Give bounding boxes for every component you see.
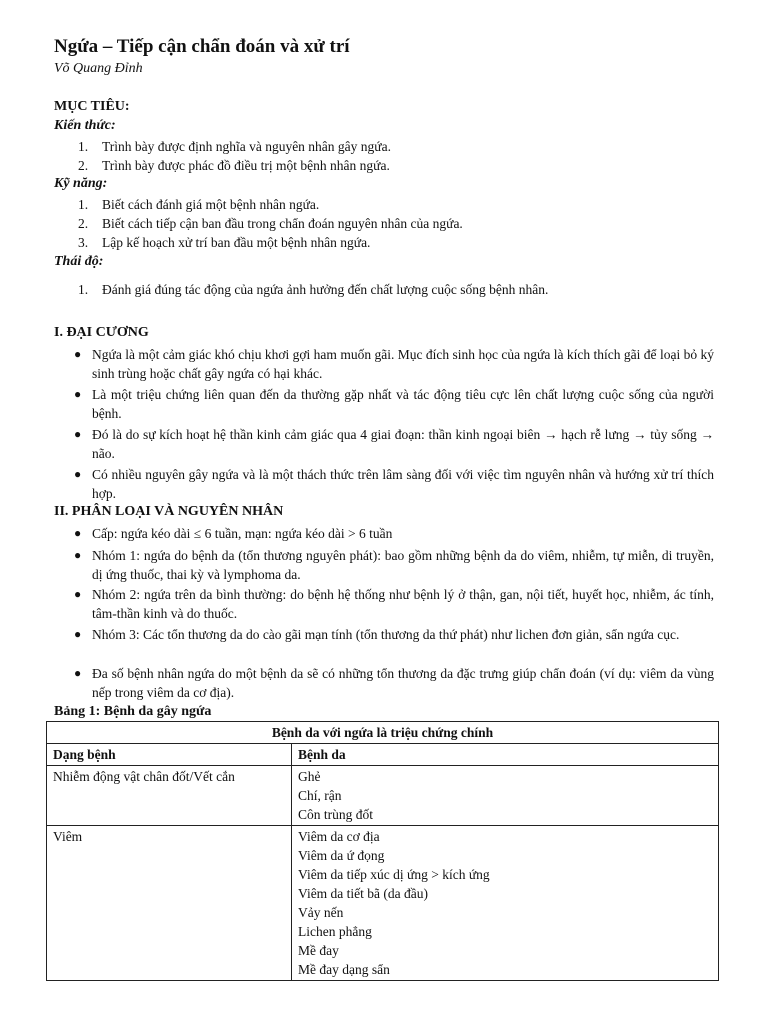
table-header-row xyxy=(47,744,719,766)
bullet-item: ● Cấp: ngứa kéo dài ≤ 6 tuần, mạn: ngứa kéo dài > 6 tuần xyxy=(74,526,393,541)
bullet-item: ● Đa số bệnh nhân ngứa do một bệnh da sẽ có những tổn thương da đặc trưng giúp chẩn đoán (ví dụ: viêm da vùng nếp trong viêm da cơ địa). xyxy=(74,666,714,700)
bullet-item: ● Có nhiều nguyên gây ngứa và là một thách thức trên lâm sàng đối với việc tìm nguyên nhân và hướng xử trí thích hợp. xyxy=(74,467,714,501)
column-header-disease: Bệnh da xyxy=(292,744,719,766)
list-item: 2. Biết cách tiếp cận ban đầu trong chẩn đoán nguyên nhân của ngứa. xyxy=(78,216,463,231)
bullet-item: ● Đó là do sự kích hoạt hệ thần kinh cảm giác qua 4 giai đoạn: thần kinh ngoại biên → hạch rễ lưng → tủy sống → não. xyxy=(74,427,714,461)
bullet-item: ● Ngứa là một cảm giác khó chịu khơi gợi ham muốn gãi. Mục đích sinh học của ngứa là kích thích gãi để loại bỏ ký sinh trùng hoặc chất gây ngứa có hại khác. xyxy=(74,347,714,381)
skin-disease-table xyxy=(46,721,719,981)
section1-heading: I. ĐẠI CƯƠNG xyxy=(54,325,149,340)
list-item: 1. Đánh giá đúng tác động của ngứa ảnh hưởng đến chất lượng cuộc sống bệnh nhân. xyxy=(78,282,549,297)
skills-label: Kỹ năng: xyxy=(54,176,108,191)
knowledge-label: Kiến thức: xyxy=(54,118,116,133)
table-title-row xyxy=(47,722,719,744)
table-cell-type: Nhiễm động vật chân đốt/Vết cắn xyxy=(47,766,292,826)
list-item: 1. Biết cách đánh giá một bệnh nhân ngứa. xyxy=(78,197,320,212)
table-row xyxy=(47,826,719,981)
objectives-heading: MỤC TIÊU: xyxy=(54,99,130,114)
bullet-item: ● Nhóm 2: ngứa trên da bình thường: do bệnh hệ thống như bệnh lý ở thận, gan, nội tiết, huyết học, nhiễm, ác tính, tâm-thần kinh và do thuốc. xyxy=(74,587,714,621)
author-name: Võ Quang Đỉnh xyxy=(54,61,143,76)
table-cell-diseases: Viêm da cơ địa Viêm da ứ đọng Viêm da tiếp xúc dị ứng > kích ứng Viêm da tiết bã (da đầu) Vảy nến Lichen phẳng Mề đay Mề đay dạng sẩn xyxy=(292,826,719,981)
skills-list xyxy=(78,195,463,252)
table-cell-diseases: Ghẻ Chí, rận Côn trùng đốt xyxy=(292,766,719,826)
knowledge-list xyxy=(78,137,391,175)
column-header-type: Dạng bệnh xyxy=(47,744,292,766)
section2-heading: II. PHÂN LOẠI VÀ NGUYÊN NHÂN xyxy=(54,504,284,519)
bullet-item: ● Là một triệu chứng liên quan đến da thường gặp nhất và tác động tiêu cực lên chất lượng cuộc sống của người bệnh. xyxy=(74,387,714,421)
table-cell-type: Viêm xyxy=(47,826,292,981)
list-item: 2. Trình bày được phác đồ điều trị một bệnh nhân ngứa. xyxy=(78,158,390,173)
list-item: 3. Lập kế hoạch xử trí ban đầu một bệnh nhân ngứa. xyxy=(78,235,371,250)
table-title: Bệnh da với ngứa là triệu chứng chính xyxy=(47,722,719,744)
bullet-item: ● Nhóm 1: ngứa do bệnh da (tổn thương nguyên phát): bao gồm những bệnh da do viêm, nhiễm, tự miễn, di truyền, dị ứng thuốc, thai kỳ và lymphoma da. xyxy=(74,548,714,582)
table-row xyxy=(47,766,719,826)
document-title: Ngứa – Tiếp cận chẩn đoán và xử trí xyxy=(54,36,350,57)
table-caption: Bảng 1: Bệnh da gây ngứa xyxy=(54,704,212,719)
attitude-list xyxy=(78,280,548,299)
list-item: 1. Trình bày được định nghĩa và nguyên nhân gây ngứa. xyxy=(78,139,391,154)
attitude-label: Thái độ: xyxy=(54,254,104,269)
bullet-item: ● Nhóm 3: Các tổn thương da do cào gãi mạn tính (tổn thương da thứ phát) như lichen đơn giản, sẩn ngứa cục. xyxy=(74,627,680,642)
